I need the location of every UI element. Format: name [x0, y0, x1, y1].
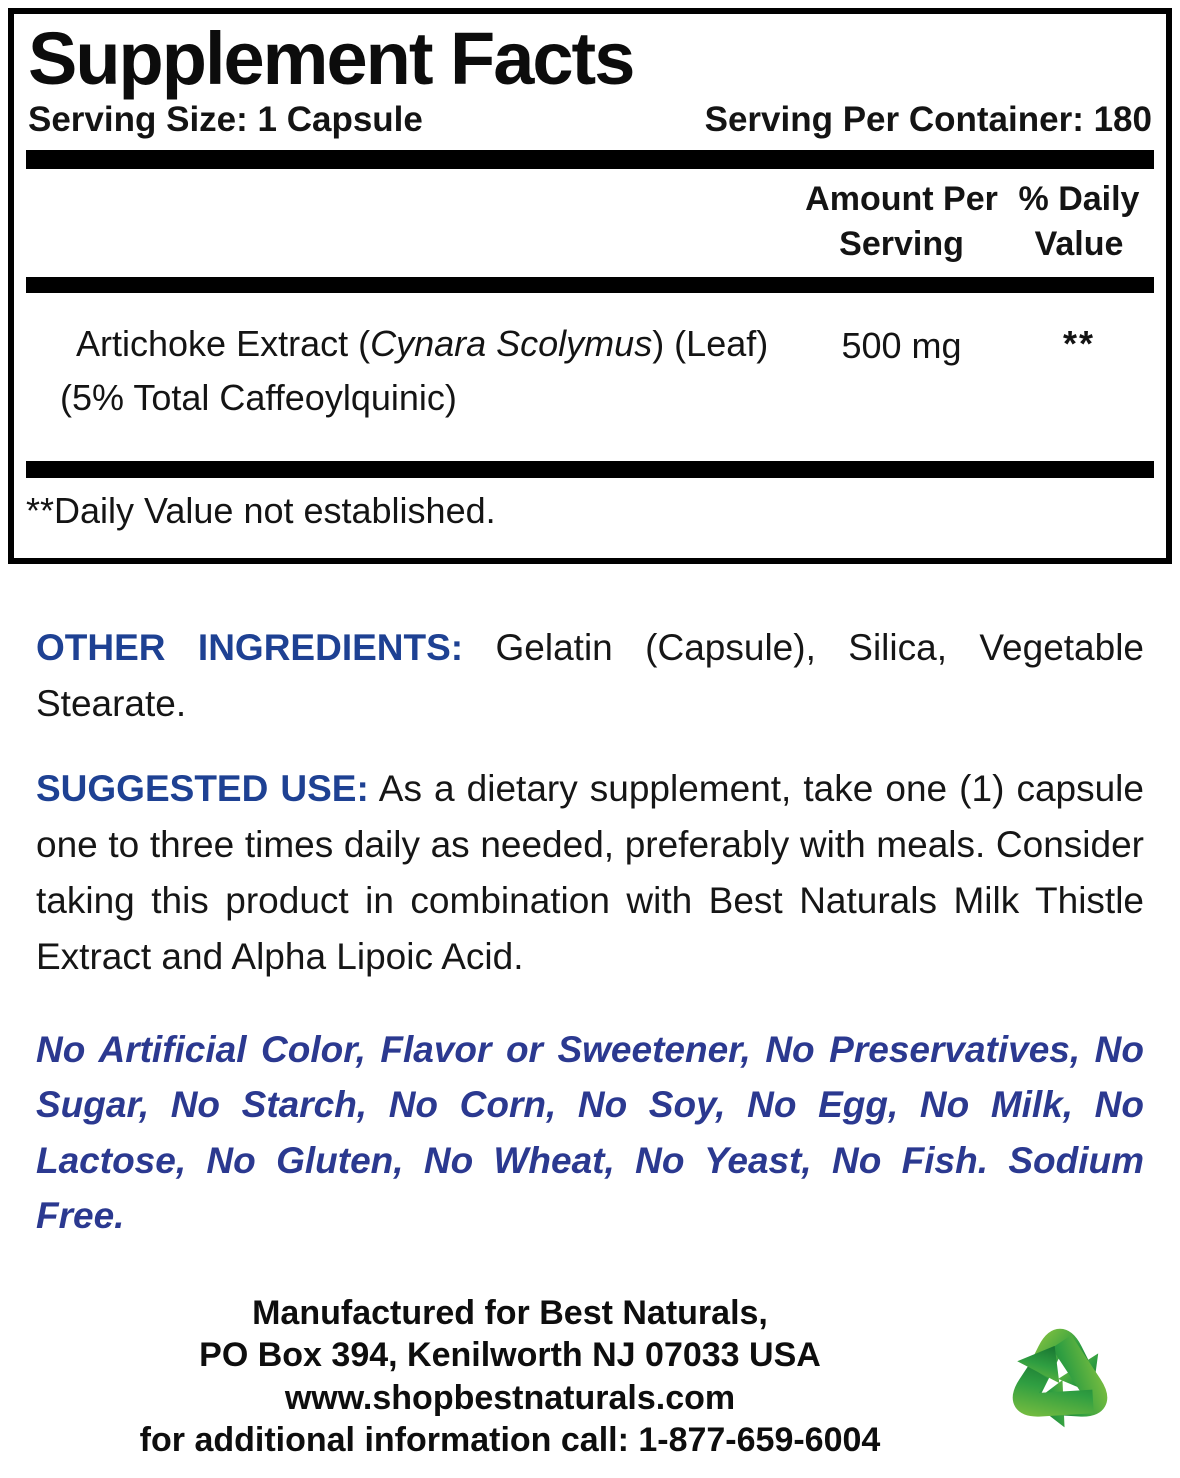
ingredient-row	[26, 293, 1154, 461]
recycle-icon	[960, 1286, 1160, 1468]
serving-size: Serving Size: 1 Capsule	[28, 100, 423, 140]
manufacturer-line1: Manufactured for Best Naturals,	[252, 1294, 768, 1333]
other-ingredients-paragraph	[36, 620, 1144, 732]
ingredient-name-prefix: Artichoke Extract (	[76, 323, 371, 365]
other-ingredients-label: OTHER INGREDIENTS:	[36, 627, 464, 669]
suggested-use-text: As a dietary supplement, take one (1) capsule one to three times daily as needed, preferably with meals. Consider taking this product in combination with Best Naturals Milk Thistle Extract and Alpha Lipoic Acid.	[36, 767, 1144, 978]
manufacturer-info	[0, 1292, 960, 1461]
daily-value-header: % Daily Value	[1018, 180, 1140, 264]
manufacturer-address: PO Box 394, Kenilworth NJ 07033 USA	[199, 1336, 821, 1375]
footer	[0, 1286, 1160, 1468]
column-headers	[26, 177, 1154, 267]
servings-per-container: Serving Per Container: 180	[704, 100, 1152, 140]
divider-bar-bottom	[26, 461, 1154, 478]
manufacturer-phone: for additional information call: 1-877-659-6004	[139, 1420, 881, 1459]
ingredient-daily-value: **	[1062, 323, 1096, 365]
panel-title: Supplement Facts	[28, 17, 634, 100]
ingredient-standardization: (5% Total Caffeoylquinic)	[60, 377, 457, 419]
ingredient-amount: 500 mg	[841, 325, 962, 367]
supplement-facts-panel	[8, 8, 1172, 564]
daily-value-footnote: **Daily Value not established.	[26, 490, 496, 532]
amount-per-serving-header: Amount Per Serving	[805, 180, 998, 264]
manufacturer-website: www.shopbestnaturals.com	[284, 1378, 736, 1417]
suggested-use-paragraph	[36, 761, 1144, 986]
ingredient-name	[26, 317, 799, 425]
other-ingredients-text: Gelatin (Capsule), Silica, Vegetable Stearate.	[36, 627, 1144, 725]
supplement-label	[0, 8, 1180, 1468]
divider-bar-top	[26, 150, 1154, 169]
ingredient-botanical-name: Cynara Scolymus	[370, 323, 653, 365]
divider-bar-middle	[26, 277, 1154, 293]
serving-row	[28, 100, 1152, 140]
free-from-claims: No Artificial Color, Flavor or Sweetener, No Preservatives, No Sugar, No Starch, No Corn, No Soy, No Egg, No Milk, No Lactose, No Gluten, No Wheat, No Yeast, No Fish. Sodium Free.	[36, 1028, 1144, 1237]
ingredient-name-suffix: ) (Leaf)	[652, 323, 769, 365]
suggested-use-label: SUGGESTED USE:	[36, 767, 369, 809]
